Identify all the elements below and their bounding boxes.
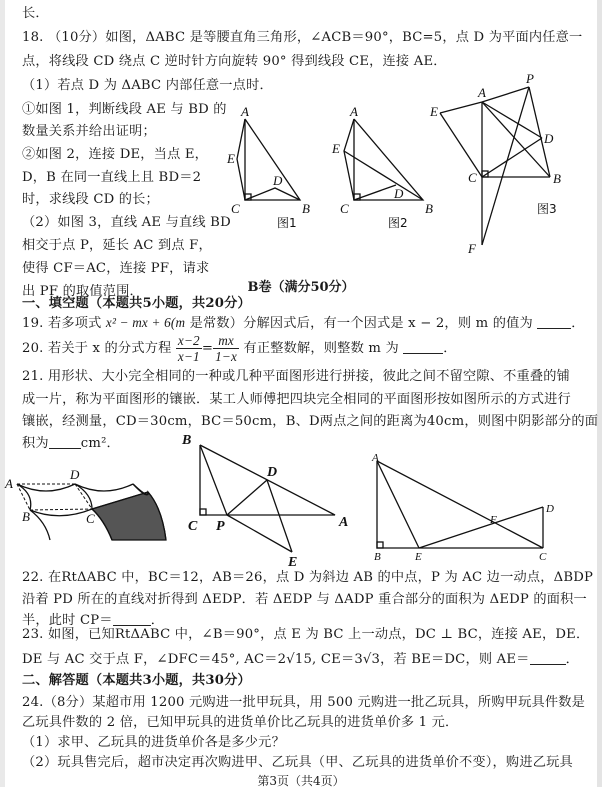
answer-section-heading: 二、解答题（本题共3小题，共30分） <box>22 673 251 688</box>
q20-suffix: 有正整数解，则整数 m 为 <box>243 341 399 356</box>
q18-part2-a: （2）如图 3，直线 AE 与直线 BD <box>22 215 231 230</box>
fig2-segment-aec <box>344 119 354 200</box>
q23-figure <box>360 445 602 565</box>
q20-frac2-numerator: mx <box>213 333 239 349</box>
q18-line2: 点，将线段 CD 绕点 C 逆时针方向旋转 90° 得到线段 CE，连接 AE． <box>22 54 447 69</box>
page-footer: 第3页（共4页） <box>257 774 345 788</box>
q23-label-f: F <box>490 514 497 526</box>
q24-line1: 24.（8分）某超市用 1200 元购进一批甲玩具，用 500 元购进一批乙玩具，所购甲玩具件数是 <box>22 695 586 710</box>
q18-sub1-a: ①如图 1，判断线段 AE 与 BD 的 <box>22 102 227 117</box>
fig3-segment-ec <box>440 113 482 177</box>
q21-line1: 21. 用形状、大小完全相同的一种或几种平面图形进行拼接，彼此之间不留空隙、不重叠的铺 <box>22 369 571 384</box>
q23-right-angle-mark <box>377 542 383 548</box>
q22-line3-suffix: ． <box>150 613 165 628</box>
q20-answer-blank[interactable] <box>403 339 443 354</box>
q20-equals: = <box>201 341 214 356</box>
q23-label-d: D <box>546 503 554 515</box>
fig3-label-a: A <box>478 85 486 100</box>
q22-line1: 22. 在RtΔABC 中，BC＝12，AB＝26，点 D 为斜边 AB 的中点，P 为 AC 边一动点，ΔBDP <box>22 570 594 585</box>
fig2-caption: 图2 <box>388 216 408 230</box>
dashed-bc <box>30 509 92 510</box>
fig1-label-b: B <box>302 201 310 216</box>
q21-answer-blank[interactable] <box>49 434 81 449</box>
q21-line3: 镶嵌，经测量，CD＝30cm，BC＝50cm，B、D两点之间的距离为40cm，则图中阴影部分的面 <box>22 414 599 429</box>
q18-part2-b: 相交于点 P，延长 AC 到点 F， <box>22 238 212 253</box>
q23-line1: 23. 如图，已知RtΔABC 中，∠B＝90°，点 E 为 BC 上一动点，DC ⊥ BC，连接 AE，DE． <box>22 627 590 642</box>
fig2-segment-eb <box>344 151 423 200</box>
q18-sub2-a: ②如图 2，连接 DE，当点 E， <box>22 147 209 162</box>
fig2-label-a: A <box>350 104 358 119</box>
tile-mid-arc-bc <box>30 509 92 516</box>
q20-fraction-left <box>176 333 202 364</box>
q21-line4-prefix: 积为 <box>22 436 49 451</box>
tile-top-arc-ad <box>17 484 75 491</box>
q22-segment-pd <box>227 480 267 515</box>
fig2-label-d: D <box>394 186 404 201</box>
q22-label-a: A <box>339 515 349 530</box>
q18-line1: 18. （10分）如图，ΔABC 是等腰直角三角形，∠ACB＝90°，BC=5，点 D 为平面内任意一 <box>22 30 583 45</box>
page-margin-left <box>0 0 5 787</box>
q23-label-b: B <box>374 551 381 563</box>
q24-part2: （2）玩具售完后，超市决定再次购进甲、乙玩具（甲、乙玩具的进货单价不变），购进乙玩具 <box>22 755 573 770</box>
q21-tessellation-figure <box>0 460 175 540</box>
q20-frac2-denominator: 1−x <box>215 349 238 364</box>
q22-label-e: E <box>288 555 298 570</box>
q18-figure-2 <box>330 104 440 230</box>
fig3-segment-ad <box>482 102 542 138</box>
q18-part2-c: 使得 CF＝AC，连接 PF，请求 <box>22 261 210 276</box>
fig3-label-c: C <box>468 170 477 185</box>
q20-fraction-right <box>213 333 239 364</box>
q19-suffix: 是常数）分解因式后，有一个因式是 x − 2，则 m 的值为 <box>185 316 533 331</box>
q21-line4-suffix: cm²． <box>80 436 120 451</box>
q22-line2: 沿着 PD 所在的直线对折得到 ΔEDP．若 ΔEDP 与 ΔADP 重合部分的面积为 ΔEDP 的面积一 <box>22 592 587 607</box>
q19 <box>22 313 585 334</box>
q22-answer-blank[interactable] <box>113 611 151 626</box>
q24-part1: （1）求甲、乙玩具的进货单价各是多少元？ <box>22 735 285 750</box>
q18-figure-3 <box>430 71 561 280</box>
fig1-label-e: E <box>227 151 235 166</box>
q23-answer-blank[interactable] <box>530 650 566 665</box>
previous-question-fragment: 长． <box>22 6 49 21</box>
fig3-label-p: P <box>526 71 534 86</box>
q21-label-b: B <box>22 509 30 524</box>
fig2-label-e: E <box>332 141 340 156</box>
q23-label-a: A <box>372 452 379 464</box>
q23-label-c: C <box>539 551 547 563</box>
q19-end: ． <box>571 316 585 331</box>
q23-label-e: E <box>415 551 422 563</box>
fig3-label-d: D <box>544 131 554 146</box>
q20-frac1-denominator: x−1 <box>177 349 200 364</box>
q19-prefix: 19. 若多项式 <box>22 316 106 331</box>
q18-figure-1 <box>225 104 335 230</box>
q22-label-b: B <box>182 433 192 448</box>
fig1-label-d: D <box>273 173 283 188</box>
fig1-segment-aec <box>237 119 245 200</box>
fig2-label-c: C <box>340 201 349 216</box>
q21-line4 <box>22 434 120 454</box>
section-b-title: B卷（满分50分） <box>247 280 355 295</box>
fig3-caption: 图3 <box>537 202 557 216</box>
q21-label-d: D <box>70 467 80 482</box>
fig3-label-b: B <box>553 171 561 186</box>
fig2-label-b: B <box>425 201 433 216</box>
q24-line2: 乙玩具件数的 2 倍，已知甲玩具的进货单价比乙玩具的进货单价多 1 元． <box>22 715 459 730</box>
q21-label-c: C <box>86 511 95 526</box>
shaded-region <box>92 492 166 540</box>
q22-label-d: D <box>267 465 278 480</box>
q22-figure <box>170 425 370 570</box>
q20-prefix: 20. 若关于 x 的分式方程 <box>22 341 172 356</box>
q18-sub2-b: D，B 在同一直线上且 BD＝2 <box>22 170 202 185</box>
q22-right-angle-mark <box>200 509 206 515</box>
q20 <box>22 333 457 365</box>
fill-blank-heading: 一、填空题（本题共5小题，共20分） <box>22 296 251 311</box>
q23-line2-suffix: ． <box>565 652 579 667</box>
q22-segment-pe <box>227 515 292 552</box>
page-margin-right <box>597 0 602 787</box>
q22-label-c: C <box>188 519 198 534</box>
q19-answer-blank[interactable] <box>537 314 571 329</box>
q23-line2-prefix: DE 与 AC 交于点 F，∠DFC＝45°, AC＝2√15, CE＝3√3，若 BE＝DC，则 AE＝ <box>22 652 530 667</box>
fig3-label-e: E <box>430 104 438 119</box>
fig3-label-f: F <box>468 241 476 256</box>
fig1-label-a: A <box>241 104 249 119</box>
fig1-caption: 图1 <box>277 216 297 230</box>
q22-line3-prefix: 半，此时 CP＝ <box>22 613 113 628</box>
fig1-segment-cdb <box>245 188 300 200</box>
q23-segment-ae <box>377 461 419 548</box>
q23-line2 <box>22 650 579 670</box>
q22-segment-bp <box>200 445 227 515</box>
q18-sub1-b: 数量关系并给出证明； <box>22 124 156 139</box>
q23-segment-ed <box>419 507 543 548</box>
q22-label-p: P <box>216 519 225 534</box>
q20-end: ． <box>443 341 457 356</box>
q18-part2-d: 出 PF 的取值范围． <box>22 284 143 299</box>
q18-sub2-c: 时，求线段 CD 的长； <box>22 192 159 207</box>
q21-label-a: A <box>5 476 13 491</box>
q20-frac1-numerator: x−2 <box>177 333 200 348</box>
q21-line2: 成一片，称为平面图形的镶嵌．某工人师傅把四块完全相同的平面图形按如图所示的方式进行 <box>22 392 571 407</box>
q19-expression: x² − mx + 6(m <box>105 315 186 330</box>
q18-part1: （1）若点 D 为 ΔABC 内部任意一点时． <box>22 78 273 93</box>
fig1-label-c: C <box>231 201 240 216</box>
